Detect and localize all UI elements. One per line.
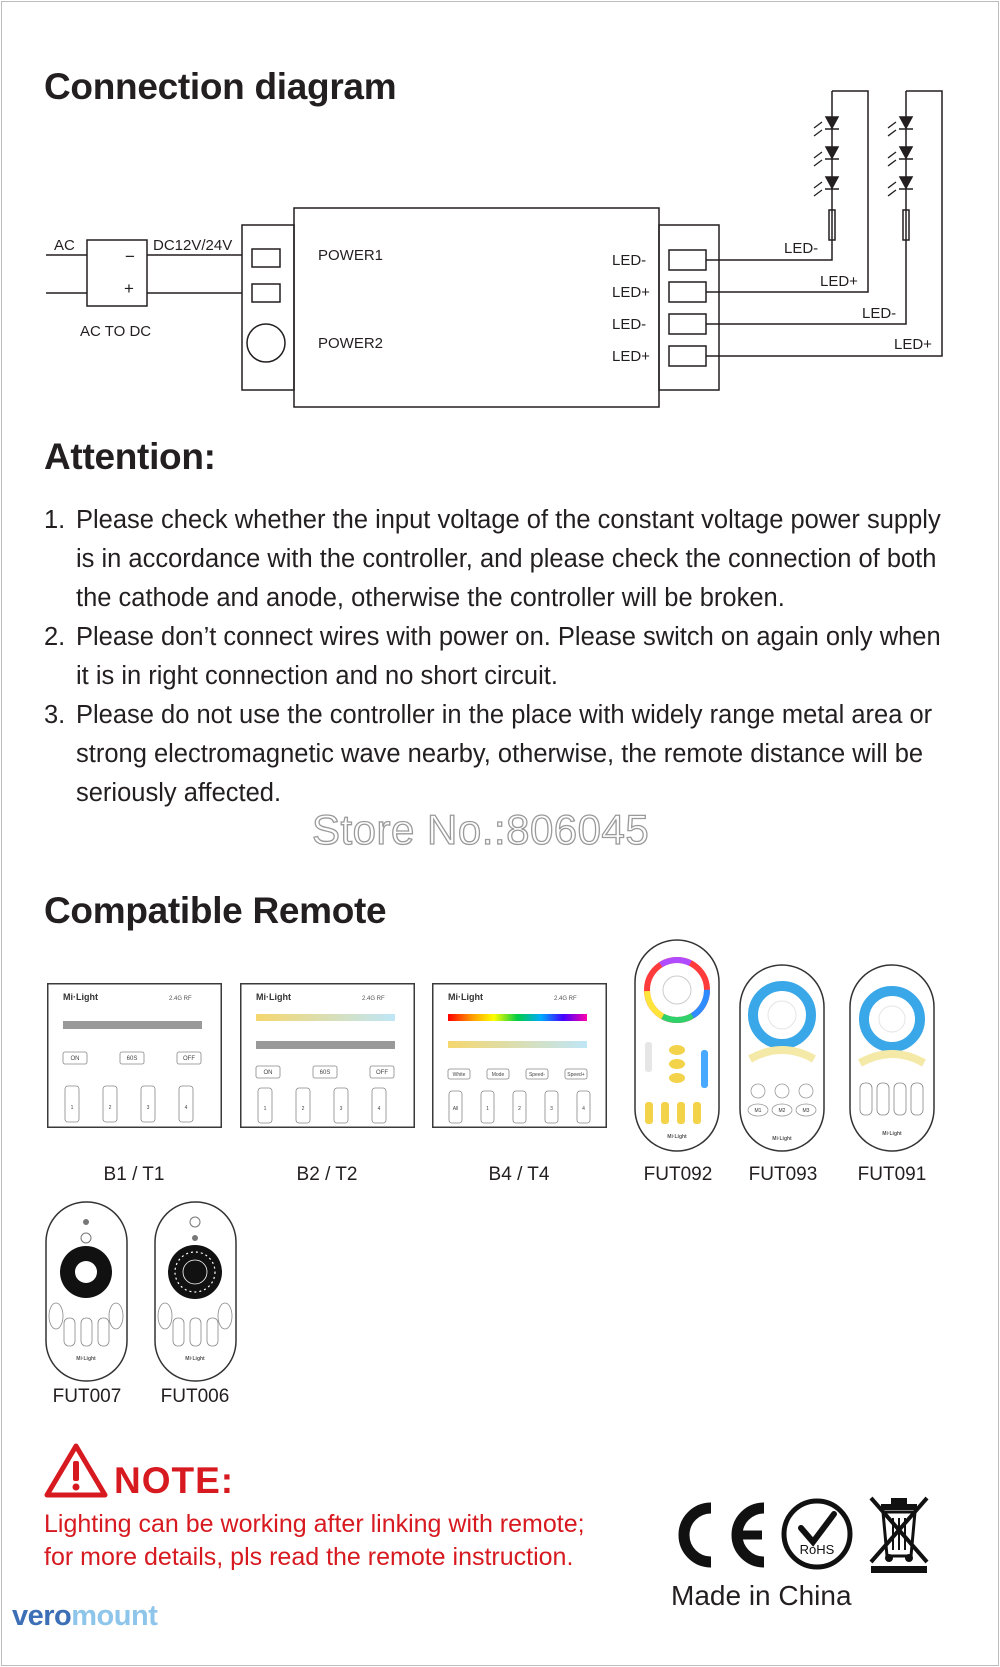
connection-diagram [0,0,1000,430]
panel-zone-label: 1 [486,1106,489,1112]
remote-label-b4-t4: B4 / T4 [488,1164,550,1185]
panel-button-label: 60S [319,1070,331,1076]
remote-brand: Mi·Light [667,1134,687,1140]
panel-zone-label: All [452,1106,459,1112]
dc-voltage-label: DC12V/24V [153,237,233,254]
ac-label: AC [54,237,75,254]
panel-freq: 2.4G RF [554,996,577,1002]
remote-label-b2-t2: B2 / T2 [296,1164,358,1185]
remote-fut091-image [848,963,936,1153]
remote-fut007-image [44,1200,129,1383]
veromount-logo [12,1600,157,1633]
fut093-key-label: M2 [778,1108,786,1114]
attention-item-text: Please check whether the input voltage of the constant voltage power supply is in accordance with the controller, and please check the connection of both the cathode and anode, otherwise the controller will be broken. [76,506,941,612]
attention-list [44,501,944,813]
connection-diagram-title: Connection diagram [44,66,397,107]
remote-b4-t4-image [432,983,607,1128]
remote-label-fut007: FUT007 [52,1386,122,1407]
panel-zone-label: 2 [301,1106,305,1112]
remote-fut093-image [738,963,826,1153]
attention-item-text: Please do not use the controller in the place with widely range metal area or strong electromagnetic wave nearby, otherwise, the remote distance will be seriously affected. [76,701,933,807]
fut093-key-label: M1 [754,1108,762,1114]
panel-button-label: OFF [183,1056,195,1062]
wire-label-2: LED+ [820,273,858,290]
remote-label-fut091: FUT091 [857,1164,927,1185]
remote-label-fut006: FUT006 [160,1386,230,1407]
wire-label-3: LED- [862,305,897,322]
remote-fut006-image [153,1200,238,1383]
brand-part2: mount [71,1600,158,1632]
note-title: NOTE: [114,1460,235,1501]
output-label-1: LED- [612,252,647,269]
panel-freq: 2.4G RF [169,996,192,1002]
remote-label-fut093: FUT093 [748,1164,818,1185]
attention-item [44,501,944,618]
store-watermark: Store No.:806045 [312,806,650,853]
weee-bin-icon [867,1494,931,1574]
panel-zone-label: 3 [550,1106,553,1112]
converter-minus: − [125,247,135,266]
warning-icon [44,1442,108,1498]
panel-zone-label: 1 [263,1106,267,1112]
output-label-3: LED- [612,316,647,333]
attention-title: Attention: [44,436,216,477]
attention-item-number: 3. [44,701,66,729]
rohs-icon [779,1496,855,1572]
output-label-2: LED+ [612,284,650,301]
wire-label-4: LED+ [894,336,932,353]
compatible-remote-title: Compatible Remote [44,890,387,931]
panel-button-label: Mode [491,1072,505,1078]
brand-part1: vero [12,1600,72,1632]
panel-zone-label: 3 [146,1105,150,1111]
attention-item [44,696,944,813]
remote-label-b1-t1: B1 / T1 [103,1164,165,1185]
remote-fut092-image [633,938,721,1153]
panel-button-label: White [452,1072,466,1078]
panel-brand: Mi·Light [256,992,291,1002]
fut093-key-label: M3 [802,1108,810,1114]
made-in-china-label: Made in China [671,1580,852,1611]
panel-brand: Mi·Light [63,992,98,1002]
panel-button-label: ON [263,1070,273,1076]
remote-brand: Mi·Light [185,1356,205,1362]
attention-item-number: 1. [44,506,66,534]
panel-button-label: 60S [126,1056,138,1062]
remote-b2-t2-image [240,983,415,1128]
remote-brand: Mi·Light [76,1356,96,1362]
panel-zone-label: 4 [377,1106,381,1112]
remote-brand: Mi·Light [882,1131,902,1137]
ce-mark-icon [669,1500,769,1570]
remote-brand: Mi·Light [772,1136,792,1142]
panel-freq: 2.4G RF [362,996,385,1002]
panel-zone-label: 2 [518,1106,521,1112]
panel-zone-label: 1 [70,1105,74,1111]
panel-brand: Mi·Light [448,992,483,1002]
panel-zone-label: 2 [108,1105,112,1111]
panel-zone-label: 4 [582,1106,585,1112]
panel-zone-label: 3 [339,1106,343,1112]
output-label-4: LED+ [612,348,650,365]
converter-plus: + [124,279,134,298]
panel-button-label: ON [70,1056,80,1062]
remote-b1-t1-image [47,983,222,1128]
power1-label: POWER1 [318,247,384,264]
attention-item [44,618,944,696]
remote-label-fut092: FUT092 [643,1164,713,1185]
panel-zone-label: 4 [184,1105,188,1111]
panel-button-label: Speed+ [567,1072,585,1078]
rohs-label: RoHS [799,1542,835,1557]
panel-button-label: OFF [376,1070,388,1076]
attention-item-text: Please don’t connect wires with power on. Please switch on again only when it is in right connection and no short circuit. [76,623,941,690]
power2-label: POWER2 [318,335,384,352]
panel-button-label: Speed- [528,1072,546,1078]
converter-label: AC TO DC [80,323,152,340]
attention-item-number: 2. [44,623,66,651]
note-text: Lighting can be working after linking with remote; for more details, pls read the remote instruction. [44,1510,585,1571]
wire-label-1: LED- [784,240,819,257]
